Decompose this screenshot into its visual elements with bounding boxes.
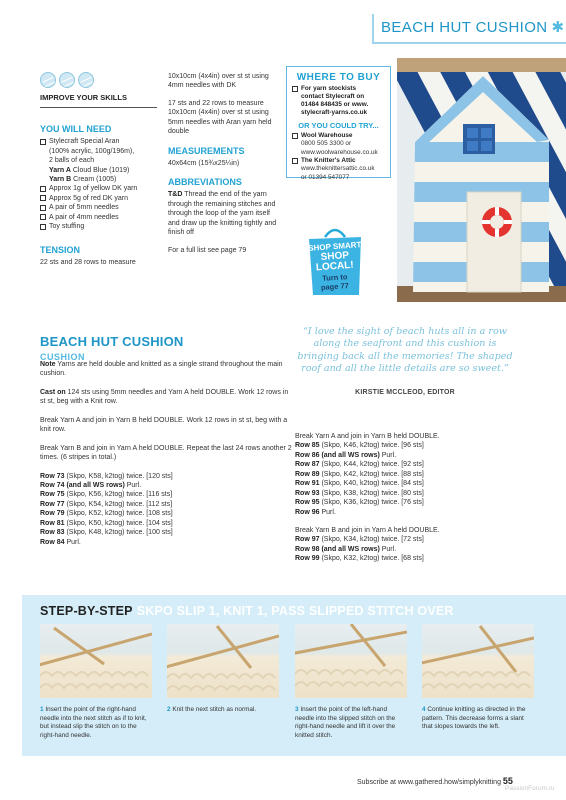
- pattern-row: Row 84 Purl.: [40, 538, 81, 546]
- checkbox-icon: [292, 133, 298, 139]
- pattern-row: Row 83 (Skpo, K48, k2tog) twice. [100 sts]: [40, 529, 173, 537]
- editor-quote: “I love the sight of beach huts all in a row along the seafront and this cushion is bringing back all the memories! The shaped roof and all the little details are so sweet.”: [297, 326, 513, 375]
- try-heading: OR YOU COULD TRY...: [298, 120, 379, 130]
- materials-item: Approx 5g of red DK yarn: [40, 194, 157, 203]
- step-photo-2: [167, 624, 279, 698]
- pattern-row: Row 96 Purl.: [295, 508, 336, 516]
- where-to-buy-box: WHERE TO BUY For yarn stockists contact Stylecraft on 01484 848435 or www. stylecraft-yarns.co.uk OR YOU COULD TRY... Wool Warehouse 0800 505 3300 or www.woolwarehouse.co.uk The Knitter's Attic www.theknittersattic.co.uk or 01394 547077: [286, 66, 391, 178]
- beach-hut-cushion-image: [397, 58, 566, 302]
- svg-text:page 77: page 77: [320, 281, 350, 292]
- step-caption-2: 2 Knit the next stitch as normal.: [167, 706, 257, 713]
- rows-list: [40, 472, 295, 548]
- pattern-instructions-right: [295, 432, 495, 564]
- checkbox-icon: [292, 86, 298, 92]
- pattern-row: Row 86 (and all WS rows) Purl.: [295, 451, 397, 459]
- step-photo-3: [295, 624, 407, 698]
- pattern-row: Row 73 (Skpo, K58, k2tog) twice. [120 sts]: [40, 472, 173, 480]
- tension-heading: TENSION: [40, 244, 81, 255]
- pattern-subtitle: CUSHION: [40, 351, 86, 362]
- pattern-row: Row 97 (Skpo, K34, k2tog) twice. [72 sts]: [295, 536, 424, 544]
- tension-text: 22 sts and 28 rows to measure: [40, 258, 136, 266]
- checkbox-icon: [40, 224, 46, 230]
- abbreviation-text: T&D Thread the end of the yarn through the remaining stitches and through the loop of the yarn itself and draw up the knitting tightly and finish off: [168, 191, 277, 237]
- pattern-row: Row 85 (Skpo, K46, k2tog) twice. [96 sts]: [295, 442, 424, 450]
- pattern-row: Row 93 (Skpo, K38, k2tog) twice. [80 sts]: [295, 489, 424, 497]
- pattern-instructions-left: [40, 360, 295, 547]
- pattern-row: Row 74 (and all WS rows) Purl.: [40, 481, 142, 489]
- yarn-ball-icon: [40, 72, 56, 88]
- pattern-title: BEACH HUT CUSHION: [40, 334, 184, 349]
- cushion-photo: [397, 58, 566, 302]
- yarn-ball-icon: [78, 72, 94, 88]
- improve-skills-label: IMPROVE YOUR SKILLS: [40, 93, 157, 108]
- page-footer: [357, 775, 513, 787]
- step-by-step-heading: STEP-BY-STEP SKPO SLIP 1, KNIT 1, PASS SLIPPED STITCH OVER: [40, 604, 454, 618]
- tension-aran-text: 17 sts and 22 rows to measure 10x10cm (4x4in) over st st using 5mm needles with Aran yarn held double: [168, 99, 272, 136]
- yarn-balls-icon: [40, 72, 157, 88]
- materials-item: A pair of 5mm needles: [40, 203, 157, 212]
- tension-dk-text: 10x10cm (4x4in) over st st using 4mm needles with DK: [168, 73, 269, 90]
- note-paragraph: Note Yarns are held double and knitted as a single strand throughout the main cushion.: [40, 361, 283, 378]
- pattern-row: Row 75 (Skpo, K56, k2tog) twice. [116 sts]: [40, 491, 173, 499]
- checkbox-icon: [40, 139, 46, 145]
- pattern-row: Row 87 (Skpo, K44, k2tog) twice. [92 sts]: [295, 461, 424, 469]
- abbreviations-link: For a full list see page 79: [168, 246, 247, 254]
- page-header: [372, 14, 566, 44]
- break-yarn-paragraph: Break Yarn A and join in Yarn B held DOUBLE.: [295, 433, 440, 440]
- rows-list: [295, 441, 495, 517]
- yarn-item: Stylecraft Special Aran (100% acrylic, 100g/196m), 2 balls of each Yarn A Cloud Blue (1019) Yarn B Cream (1005): [40, 137, 157, 184]
- quote-attribution: KIRSTIE MCCLEOD, EDITOR: [355, 389, 455, 396]
- checkbox-icon: [40, 205, 46, 211]
- info-column: [168, 72, 283, 263]
- you-will-need-heading: YOU WILL NEED: [40, 124, 112, 135]
- checkbox-icon: [40, 186, 46, 192]
- yarn-ball-icon: [59, 72, 75, 88]
- checkbox-icon: [40, 195, 46, 201]
- pattern-row: Row 77 (Skpo, K54, k2tog) twice. [112 sts]: [40, 500, 173, 508]
- subscribe-text: Subscribe at www.gathered.how/simplyknitting: [357, 779, 501, 786]
- measurements-text: 40x64cm (15¾x25¼in): [168, 159, 240, 167]
- svg-text:LOCAL!: LOCAL!: [315, 259, 355, 274]
- pattern-row: Row 95 (Skpo, K36, k2tog) twice. [76 sts]: [295, 499, 424, 507]
- pattern-row: Row 89 (Skpo, K42, k2tog) twice. [88 sts]: [295, 470, 424, 478]
- pattern-row: Row 98 (and all WS rows) Purl.: [295, 545, 397, 553]
- svg-text:SHOP: SHOP: [320, 250, 350, 263]
- break-yarn-paragraph: Break Yarn A and join in Yarn B held DOUBLE. Work 12 rows in st st, beg with a knit row.: [40, 416, 288, 434]
- cast-on-paragraph: Cast on 124 sts using 5mm needles and Yarn A held DOUBLE. Work 12 rows in st st, beg with a Knit row.: [40, 388, 289, 406]
- materials-column: [40, 72, 157, 267]
- step-caption-4: 4 Continue knitting as directed in the pattern. This decrease forms a slant that slopes towards the left.: [422, 706, 526, 731]
- shopping-bag-icon: [301, 227, 369, 297]
- asterisk-icon: ✱: [551, 19, 565, 36]
- pattern-row: Row 99 (Skpo, K32, k2tog) twice. [68 sts]: [295, 555, 424, 563]
- pattern-row: Row 79 (Skpo, K52, k2tog) twice. [108 sts]: [40, 510, 173, 518]
- where-to-buy-heading: WHERE TO BUY: [296, 72, 381, 83]
- step-photo-4: [422, 624, 534, 698]
- pattern-row: Row 81 (Skpo, K50, k2tog) twice. [104 sts]: [40, 519, 173, 527]
- materials-item: A pair of 4mm needles: [40, 213, 157, 222]
- checkbox-icon: [292, 158, 298, 164]
- abbreviations-heading: ABBREVIATIONS: [168, 177, 242, 188]
- pattern-title-block: [40, 333, 184, 363]
- svg-text:SHOP SMART: SHOP SMART: [307, 240, 362, 253]
- step-caption-1: 1 Insert the point of the right-hand needle into the next stitch as if to knit, but instead slip the stitch on to the right-hand needle.: [40, 706, 147, 739]
- watermark: PassionForum.ru: [505, 785, 555, 792]
- measurements-heading: MEASUREMENTS: [168, 145, 245, 156]
- break-yarn-paragraph: Break Yarn B and join in Yarn A held DOUBLE.: [295, 526, 440, 534]
- rows-list: [295, 535, 495, 563]
- materials-item: Toy stuffing: [40, 222, 157, 231]
- break-yarn-paragraph: Break Yarn B and join in Yarn A held DOUBLE. Repeat the last 24 rows another 2 times. (6 stripes in total.): [40, 444, 292, 462]
- step-photo-1: [40, 624, 152, 698]
- pattern-row: Row 91 (Skpo, K40, k2tog) twice. [84 sts]: [295, 480, 424, 488]
- checkbox-icon: [40, 214, 46, 220]
- page-header-title: BEACH HUT CUSHION: [381, 19, 548, 36]
- svg-text:Turn to: Turn to: [321, 272, 348, 283]
- page-number: 55: [502, 776, 513, 786]
- shop-local-badge: [301, 227, 369, 297]
- step-caption-3: 3 Insert the point of the left-hand needle into the slipped stitch on the right-hand needle and lift it over the knitted stitch.: [295, 706, 396, 739]
- materials-item: Approx 1g of yellow DK yarn: [40, 184, 157, 193]
